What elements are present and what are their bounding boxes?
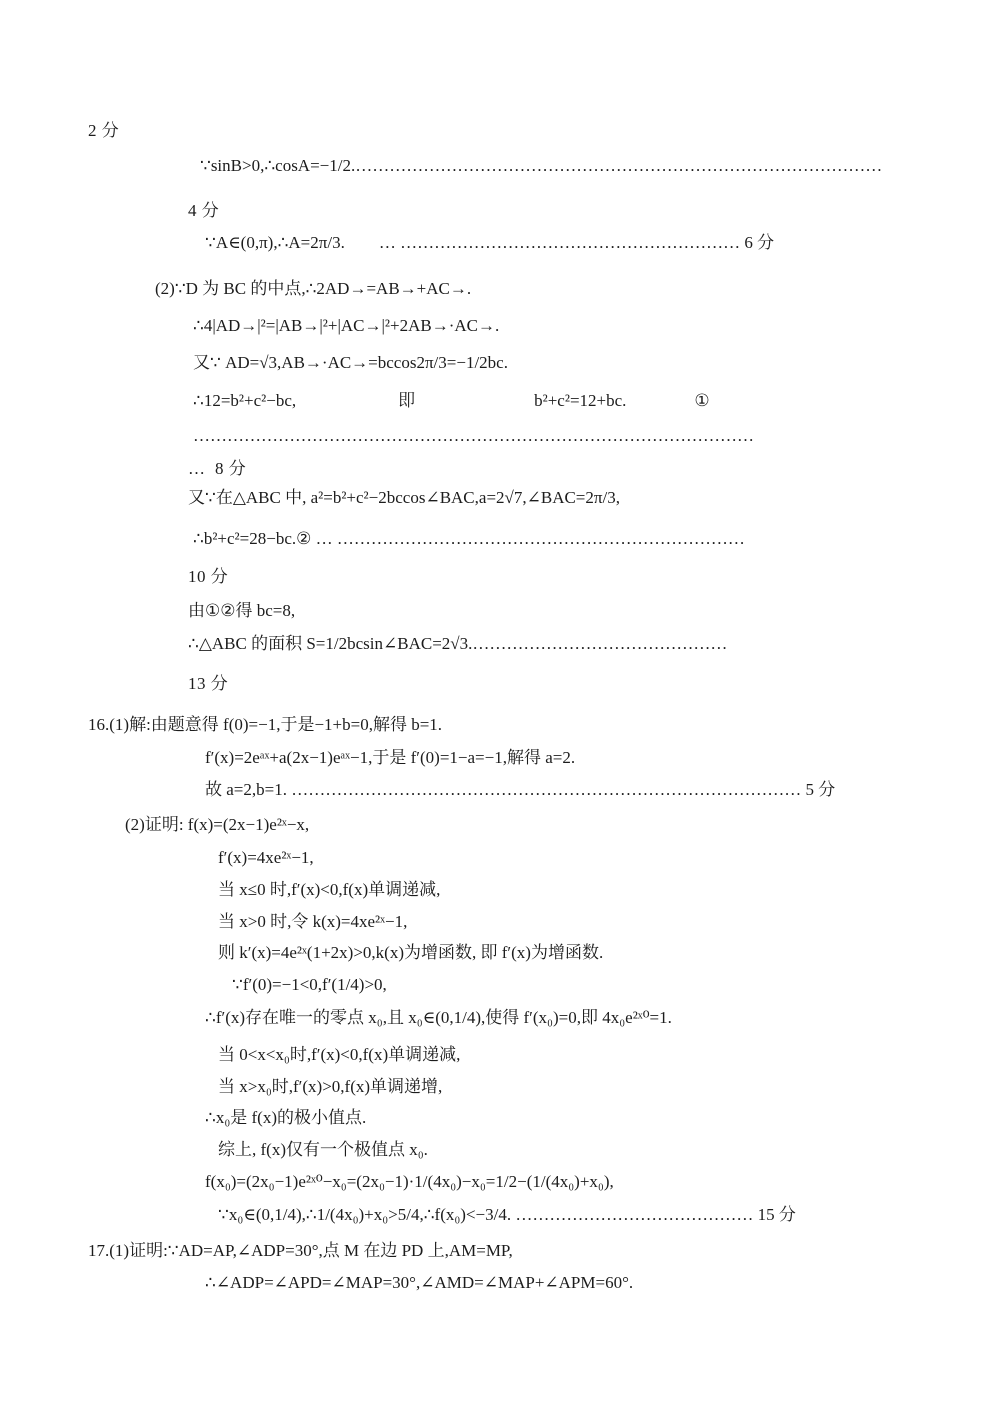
- solution-line: f(x₀)=(2x₀−1)e²ˣ⁰−x₀=(2x₀−1)·1/(4x₀)−x₀=1/2−(1/(4x₀)+x₀),: [205, 1172, 614, 1191]
- score-marker: 4 分: [188, 201, 220, 220]
- solution-line: ∴△ABC 的面积 S=1/2bcsin∠BAC=2√3.………………………………………: [188, 634, 728, 653]
- solution-line: 又∵在△ABC 中, a²=b²+c²−2bccos∠BAC,a=2√7,∠BAC=2π/3,: [188, 488, 620, 507]
- solution-line: ∵sinB>0,∴cosA=−1/2.…………………………………………………………………………………: [200, 156, 883, 175]
- solution-line: 当 x>x₀时,f′(x)>0,f(x)单调递增,: [218, 1077, 443, 1096]
- solution-line: 16.(1)解:由题意得 f(0)=−1,于是−1+b=0,解得 b=1.: [88, 715, 443, 734]
- solution-line: ∵A∈(0,π),∴A=2π/3. … …………………………………………………… 6 分: [205, 233, 775, 252]
- score-marker: … 8 分: [188, 459, 247, 478]
- solution-line: ∵f′(0)=−1<0,f′(1/4)>0,: [232, 975, 387, 994]
- solution-line: 当 x≤0 时,f′(x)<0,f(x)单调递减,: [218, 880, 441, 899]
- solution-line: 当 0<x<x₀时,f′(x)<0,f(x)单调递减,: [218, 1045, 461, 1064]
- score-marker: 10 分: [188, 567, 229, 586]
- solution-line: f′(x)=2eᵃˣ+a(2x−1)eᵃˣ−1,于是 f′(0)=1−a=−1,解得 a=2.: [205, 748, 576, 767]
- score-marker: 13 分: [188, 674, 229, 693]
- solution-line: f′(x)=4xe²ˣ−1,: [218, 848, 314, 867]
- solution-line: ∴b²+c²=28−bc.② … ………………………………………………………………: [193, 529, 745, 548]
- score-marker: 2 分: [88, 121, 120, 140]
- dotted-leader: ………………………………………………………………………………………: [193, 426, 754, 445]
- solution-line: ∴4|AD→|²=|AB→|²+|AC→|²+2AB→·AC→.: [193, 316, 500, 335]
- solution-line: (2)证明: f(x)=(2x−1)e²ˣ−x,: [125, 815, 310, 834]
- solution-line: ∴x₀是 f(x)的极小值点.: [205, 1108, 367, 1127]
- solution-line: 故 a=2,b=1. ……………………………………………………………………………… 5 分: [205, 780, 836, 799]
- solution-line: 则 k′(x)=4e²ˣ(1+2x)>0,k(x)为增函数, 即 f′(x)为增函数.: [218, 943, 604, 962]
- solution-line: ∴12=b²+c²−bc, 即 b²+c²=12+bc. ①: [193, 391, 710, 410]
- solution-line: (2)∵D 为 BC 的中点,∴2AD→=AB→+AC→.: [155, 279, 472, 298]
- solution-line: 由①②得 bc=8,: [188, 601, 296, 620]
- solution-line: ∴∠ADP=∠APD=∠MAP=30°,∠AMD=∠MAP+∠APM=60°.: [205, 1273, 634, 1292]
- solution-line: ∵x₀∈(0,1/4),∴1/(4x₀)+x₀>5/4,∴f(x₀)<−3/4. …………………………………… 15 分: [218, 1205, 796, 1224]
- solution-line: 当 x>0 时,令 k(x)=4xe²ˣ−1,: [218, 912, 408, 931]
- solution-line: 综上, f(x)仅有一个极值点 x₀.: [218, 1140, 428, 1159]
- solution-line: 又∵ AD=√3,AB→·AC→=bccos2π/3=−1/2bc.: [193, 353, 508, 372]
- solution-line: ∴f′(x)存在唯一的零点 x₀,且 x₀∈(0,1/4),使得 f′(x₀)=0,即 4x₀e²ˣ⁰=1.: [205, 1008, 672, 1027]
- solution-line: 17.(1)证明:∵AD=AP,∠ADP=30°,点 M 在边 PD 上,AM=MP,: [88, 1241, 513, 1260]
